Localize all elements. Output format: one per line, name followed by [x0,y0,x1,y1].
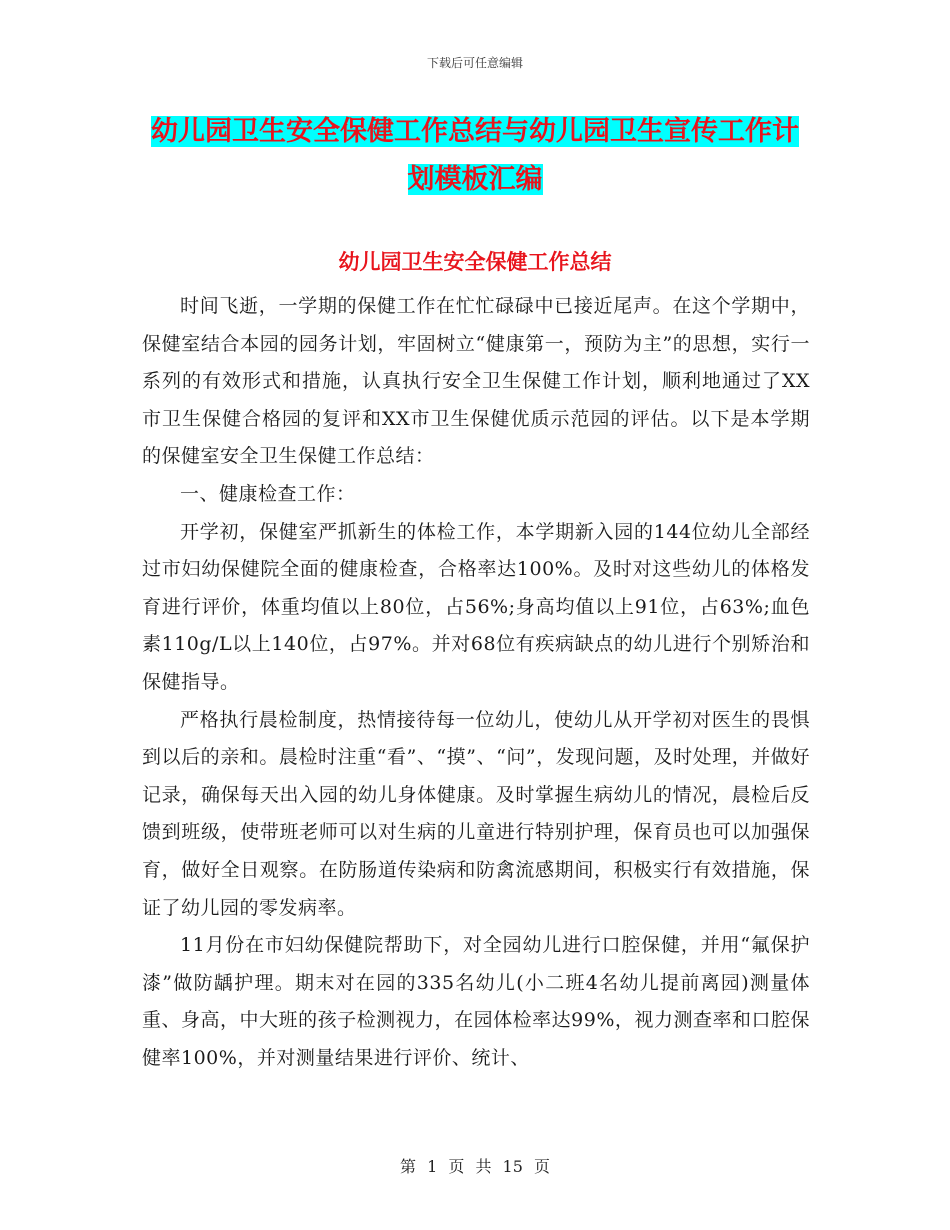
section-title: 幼儿园卫生安全保健工作总结 [338,250,612,274]
document-title-text: 幼儿园卫生安全保健工作总结与幼儿园卫生宣传工作计划模板汇编 [151,116,799,195]
document-body [142,288,810,1077]
document-title [140,108,810,204]
paragraph-morning-check: 严格执行晨检制度，热情接待每一位幼儿，使幼儿从开学初对医生的畏惧到以后的亲和。晨检时注重“看”、“摸”、“问”，发现问题，及时处理，并做好记录，确保每天出入园的幼儿身体健康。及时掌握生病幼儿的情况，晨检后反馈到班级，使带班老师可以对生病的儿童进行特别护理，保育员也可以加强保育，做好全日观察。在防肠道传染病和防禽流感期间，积极实行有效措施，保证了幼儿园的零发病率。 [142,708,810,919]
paragraph-oral-care: 11月份在市妇幼保健院帮助下，对全园幼儿进行口腔保健，并用“氟保护漆”做防龋护理。期末对在园的335名幼儿(小二班4名幼儿提前离园)测量体重、身高，中大班的孩子检测视力，在园体检率达99%，视力测查率和口腔保健率100%，并对测量结果进行评价、统计、 [142,934,810,1069]
paragraph-heading-health-check: 一、健康检查工作： [180,482,356,505]
paragraph-new-student-exam: 开学初，保健室严抓新生的体检工作，本学期新入园的144位幼儿全部经过市妇幼保健院全面的健康检查，合格率达100%。及时对这些幼儿的体格发育进行评价，体重均值以上80位，占56%;身高均值以上91位，占63%;血色素110g/L以上140位，占97%。并对68位有疾病缺点的幼儿进行个别矫治和保健指导。 [142,520,810,693]
page-number-footer: 第 1 页 共 15 页 [400,1157,550,1176]
page-header-note: 下载后可任意编辑 [426,56,523,70]
paragraph-intro: 时间飞逝，一学期的保健工作在忙忙碌碌中已接近尾声。在这个学期中，保健室结合本园的园务计划，牢固树立“健康第一，预防为主”的思想，实行一系列的有效形式和措施，认真执行安全卫生保健工作计划，顺利地通过了XX市卫生保健合格园的复评和XX市卫生保健优质示范园的评估。以下是本学期的保健室安全卫生保健工作总结： [142,295,810,468]
